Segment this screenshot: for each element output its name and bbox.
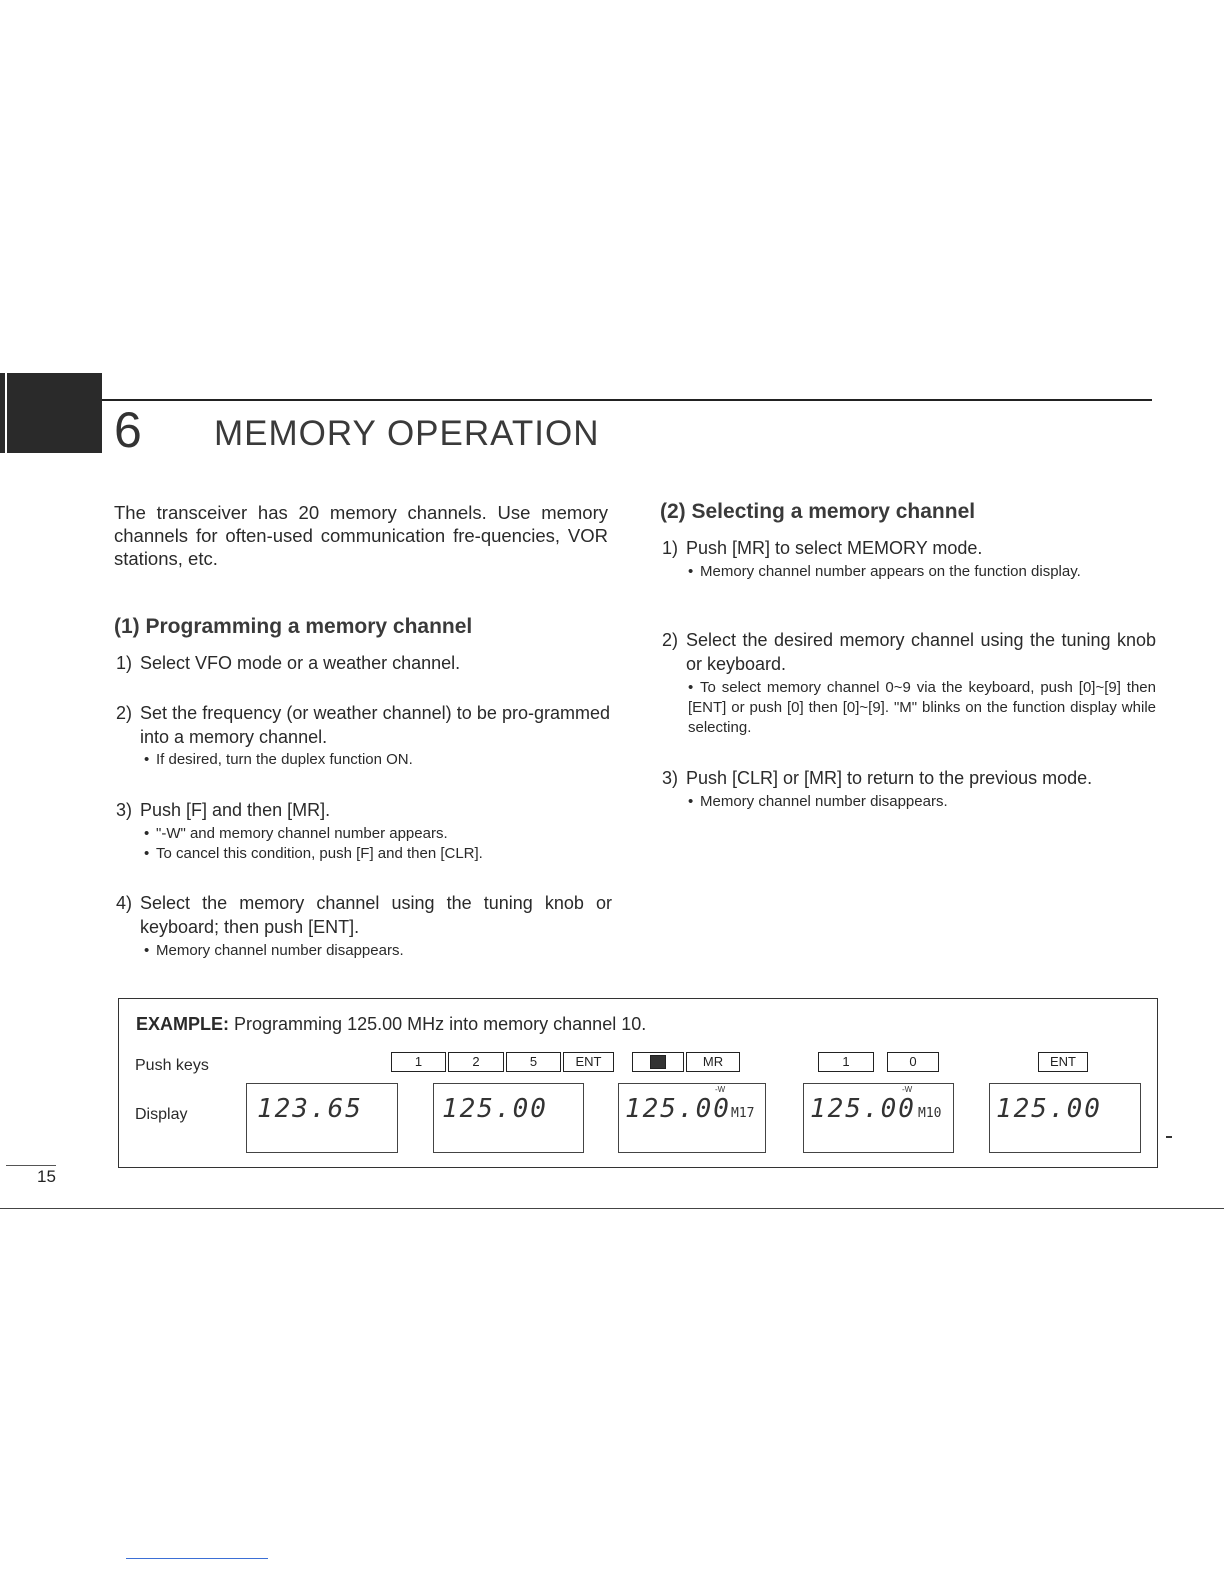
display-4-channel: M10 xyxy=(918,1106,942,1121)
s1-step2-note: • If desired, turn the duplex function ON. xyxy=(144,751,413,768)
push-keys-label: Push keys xyxy=(135,1057,209,1074)
display-3-channel: M17 xyxy=(731,1106,755,1121)
s2-step3-note: • Memory channel number disappears. xyxy=(688,793,948,810)
display-1 xyxy=(246,1083,398,1153)
link-underline xyxy=(126,1558,268,1559)
key-f xyxy=(632,1052,684,1072)
display-label: Display xyxy=(135,1106,188,1123)
display-4-w-indicator: -W xyxy=(902,1085,913,1094)
key-f-icon xyxy=(650,1055,666,1069)
key-2: 2 xyxy=(448,1052,504,1072)
s1-step4-text: Select the memory channel using the tuning knob or keyboard; then push [ENT]. xyxy=(140,893,612,937)
s1-step3-text: Push [F] and then [MR]. xyxy=(140,800,331,820)
s2-step2-note: • To select memory channel 0~9 via the keyboard, push [0]~[9] then [ENT] or push [0] then [0]~[9]. "M" blinks on the function display while selecting. xyxy=(688,679,1156,736)
s2-step2-text: Select the desired memory channel using the tuning knob or keyboard. xyxy=(686,630,1156,674)
chapter-tab-marker xyxy=(0,373,102,453)
display-5 xyxy=(989,1083,1141,1153)
section2-heading: (2) Selecting a memory channel xyxy=(660,500,976,523)
key-1-second: 1 xyxy=(818,1052,874,1072)
s1-step2-text: Set the frequency (or weather channel) to be pro-grammed into a memory channel. xyxy=(140,703,610,747)
display-2-value: 125.00 xyxy=(442,1094,548,1124)
s1-step1-text: Select VFO mode or a weather channel. xyxy=(140,653,461,673)
key-ent: ENT xyxy=(563,1052,614,1072)
s1-step2-number: 2) xyxy=(116,703,133,723)
page-number-rule xyxy=(6,1165,56,1166)
display-4 xyxy=(803,1083,954,1153)
s1-step3-note-1: • "-W" and memory channel number appears. xyxy=(144,825,448,842)
display-3 xyxy=(618,1083,766,1153)
page-number: 15 xyxy=(37,1167,56,1186)
s2-step2-number: 2) xyxy=(662,630,679,650)
display-5-value: 125.00 xyxy=(996,1094,1102,1124)
header-rule xyxy=(102,399,1152,401)
display-4-value: 125.00 xyxy=(810,1094,916,1124)
s2-step3-text: Push [CLR] or [MR] to return to the previous mode. xyxy=(686,768,1093,788)
key-0: 0 xyxy=(887,1052,939,1072)
section1-heading: (1) Programming a memory channel xyxy=(114,615,473,638)
s2-step1-number: 1) xyxy=(662,538,679,558)
page-bottom-rule xyxy=(0,1208,1224,1209)
example-title: EXAMPLE: Programming 125.00 MHz into memory channel 10. xyxy=(136,1014,647,1034)
chapter-number: 6 xyxy=(114,402,142,458)
display-1-value: 123.65 xyxy=(257,1094,363,1124)
key-mr: MR xyxy=(686,1052,740,1072)
s1-step3-note-2: • To cancel this condition, push [F] and then [CLR]. xyxy=(144,845,483,862)
s2-step1-text: Push [MR] to select MEMORY mode. xyxy=(686,538,983,558)
key-ent-second: ENT xyxy=(1038,1052,1088,1072)
s2-step3-number: 3) xyxy=(662,768,679,788)
key-5: 5 xyxy=(506,1052,561,1072)
margin-dash xyxy=(1166,1136,1172,1138)
display-3-value: 125.00 xyxy=(625,1094,731,1124)
key-1: 1 xyxy=(391,1052,446,1072)
intro-paragraph: The transceiver has 20 memory channels. Use memory channels for often-used communication fre-quencies, VOR stations, etc. xyxy=(114,502,608,569)
display-3-w-indicator: -W xyxy=(715,1085,726,1094)
s1-step3-number: 3) xyxy=(116,800,133,820)
display-2 xyxy=(433,1083,584,1153)
s1-step4-number: 4) xyxy=(116,893,133,913)
chapter-title: MEMORY OPERATION xyxy=(214,414,600,453)
s2-step1-note: • Memory channel number appears on the function display. xyxy=(688,563,1081,580)
s1-step1-number: 1) xyxy=(116,653,133,673)
s1-step4-note: • Memory channel number disappears. xyxy=(144,942,404,959)
